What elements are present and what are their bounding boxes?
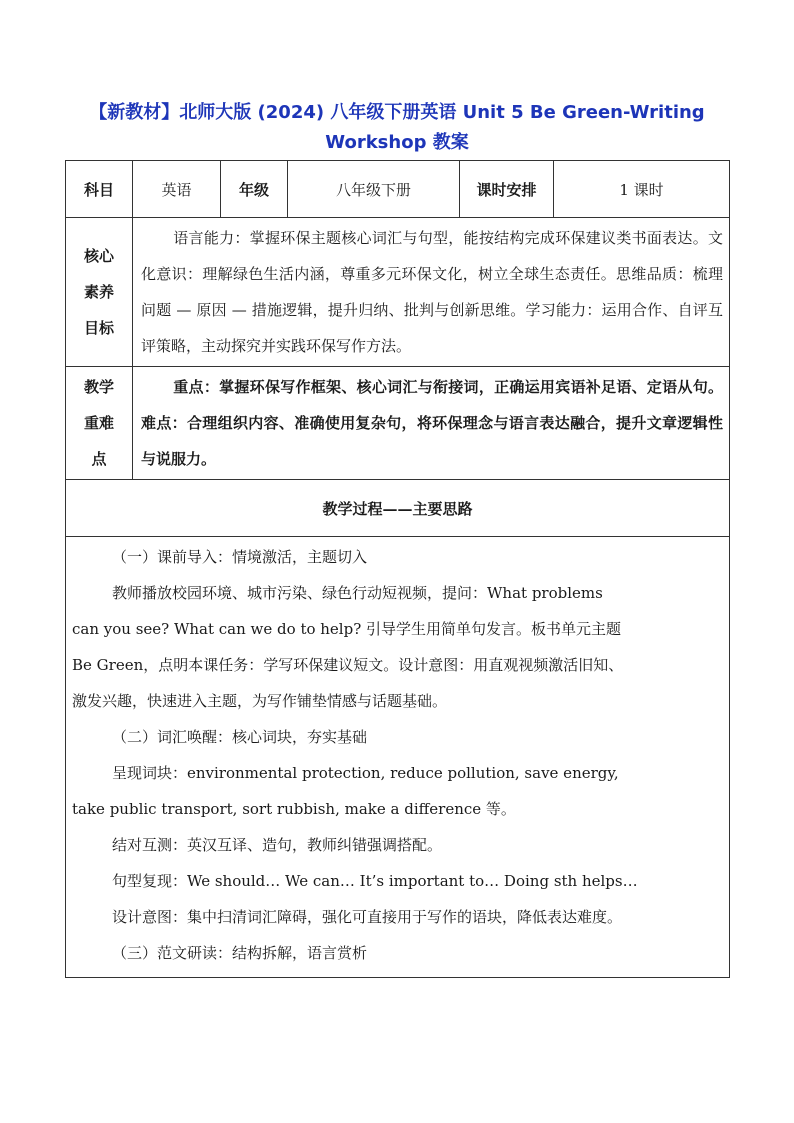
grade-value: 八年级下册 — [288, 161, 460, 218]
hours-value: 1 课时 — [554, 161, 730, 218]
section-heading: （二）词汇唤醒：核心词块，夯实基础 — [112, 728, 368, 746]
grade-label: 年级 — [221, 161, 288, 218]
section-heading: （一）课前导入：情境激活，主题切入 — [112, 548, 368, 566]
paragraph-line: 结对互测：英汉互译、造句，教师纠错强调搭配。 — [112, 836, 443, 854]
paragraph-line: 激发兴趣，快速进入主题，为写作铺垫情感与话题基础。 — [72, 692, 448, 710]
literacy-label-line: 目标 — [83, 319, 114, 337]
hours-label: 课时安排 — [460, 161, 554, 218]
lesson-plan-table — [65, 160, 730, 978]
subject-label: 科目 — [66, 161, 133, 218]
info-row — [66, 161, 730, 218]
keypoints-row — [66, 367, 730, 480]
process-heading: 教学过程——主要思路 — [66, 480, 730, 537]
paragraph-line: can you see? What can we do to help? 引导学生用简单句发言。板书单元主题 — [72, 620, 622, 638]
keypoints-text: 重点：掌握环保写作框架、核心词汇与衔接词，正确运用宾语补足语、定语从句。难点：合理组织内容、准确使用复杂句，将环保理念与语言表达融合，提升文章逻辑性与说服力。 — [141, 378, 723, 468]
document-title — [70, 98, 724, 158]
literacy-row — [66, 218, 730, 367]
paragraph-line: 教师播放校园环境、城市污染、绿色行动短视频，提问：What problems — [112, 584, 603, 602]
paragraph-line: 设计意图：集中扫清词汇障碍，强化可直接用于写作的语块，降低表达难度。 — [112, 908, 623, 926]
literacy-label-line: 核心 — [83, 247, 114, 265]
literacy-label — [66, 218, 133, 367]
section-heading: （三）范文研读：结构拆解，语言赏析 — [112, 944, 368, 962]
title-line-1: 【新教材】北师大版 (2024) 八年级下册英语 Unit 5 Be Green-Writing — [89, 102, 705, 123]
keypoints-text-cell — [133, 367, 730, 480]
keypoints-label-line: 教学 — [83, 378, 114, 396]
process-body — [66, 537, 730, 978]
literacy-text: 语言能力：掌握环保主题核心词汇与句型，能按结构完成环保建议类书面表达。文化意识：理解绿色生活内涵，尊重多元环保文化，树立全球生态责任。思维品质：梳理问题 — 原因 — 措施逻辑，提升归纳、批判与创新思维。学习能力：运用合作、自评互评策略，主动探究并实践环保写作方法。 — [141, 229, 723, 355]
paragraph-line: Be Green，点明本课任务：学写环保建议短文。设计意图：用直观视频激活旧知、 — [72, 656, 624, 674]
keypoints-label — [66, 367, 133, 480]
paragraph-line: 呈现词块：environmental protection, reduce pollution, save energy, — [112, 764, 619, 782]
literacy-text-cell — [133, 218, 730, 367]
subject-value: 英语 — [133, 161, 221, 218]
paragraph-line: take public transport, sort rubbish, make a difference 等。 — [72, 800, 516, 818]
paragraph-line: 句型复现：We should… We can… It’s important to… Doing sth helps… — [112, 872, 638, 890]
process-heading-row — [66, 480, 730, 537]
keypoints-label-line: 点 — [91, 450, 107, 468]
keypoints-label-line: 重难 — [83, 414, 114, 432]
title-line-2: Workshop 教案 — [325, 132, 469, 153]
literacy-label-line: 素养 — [83, 283, 114, 301]
process-body-row — [66, 537, 730, 978]
